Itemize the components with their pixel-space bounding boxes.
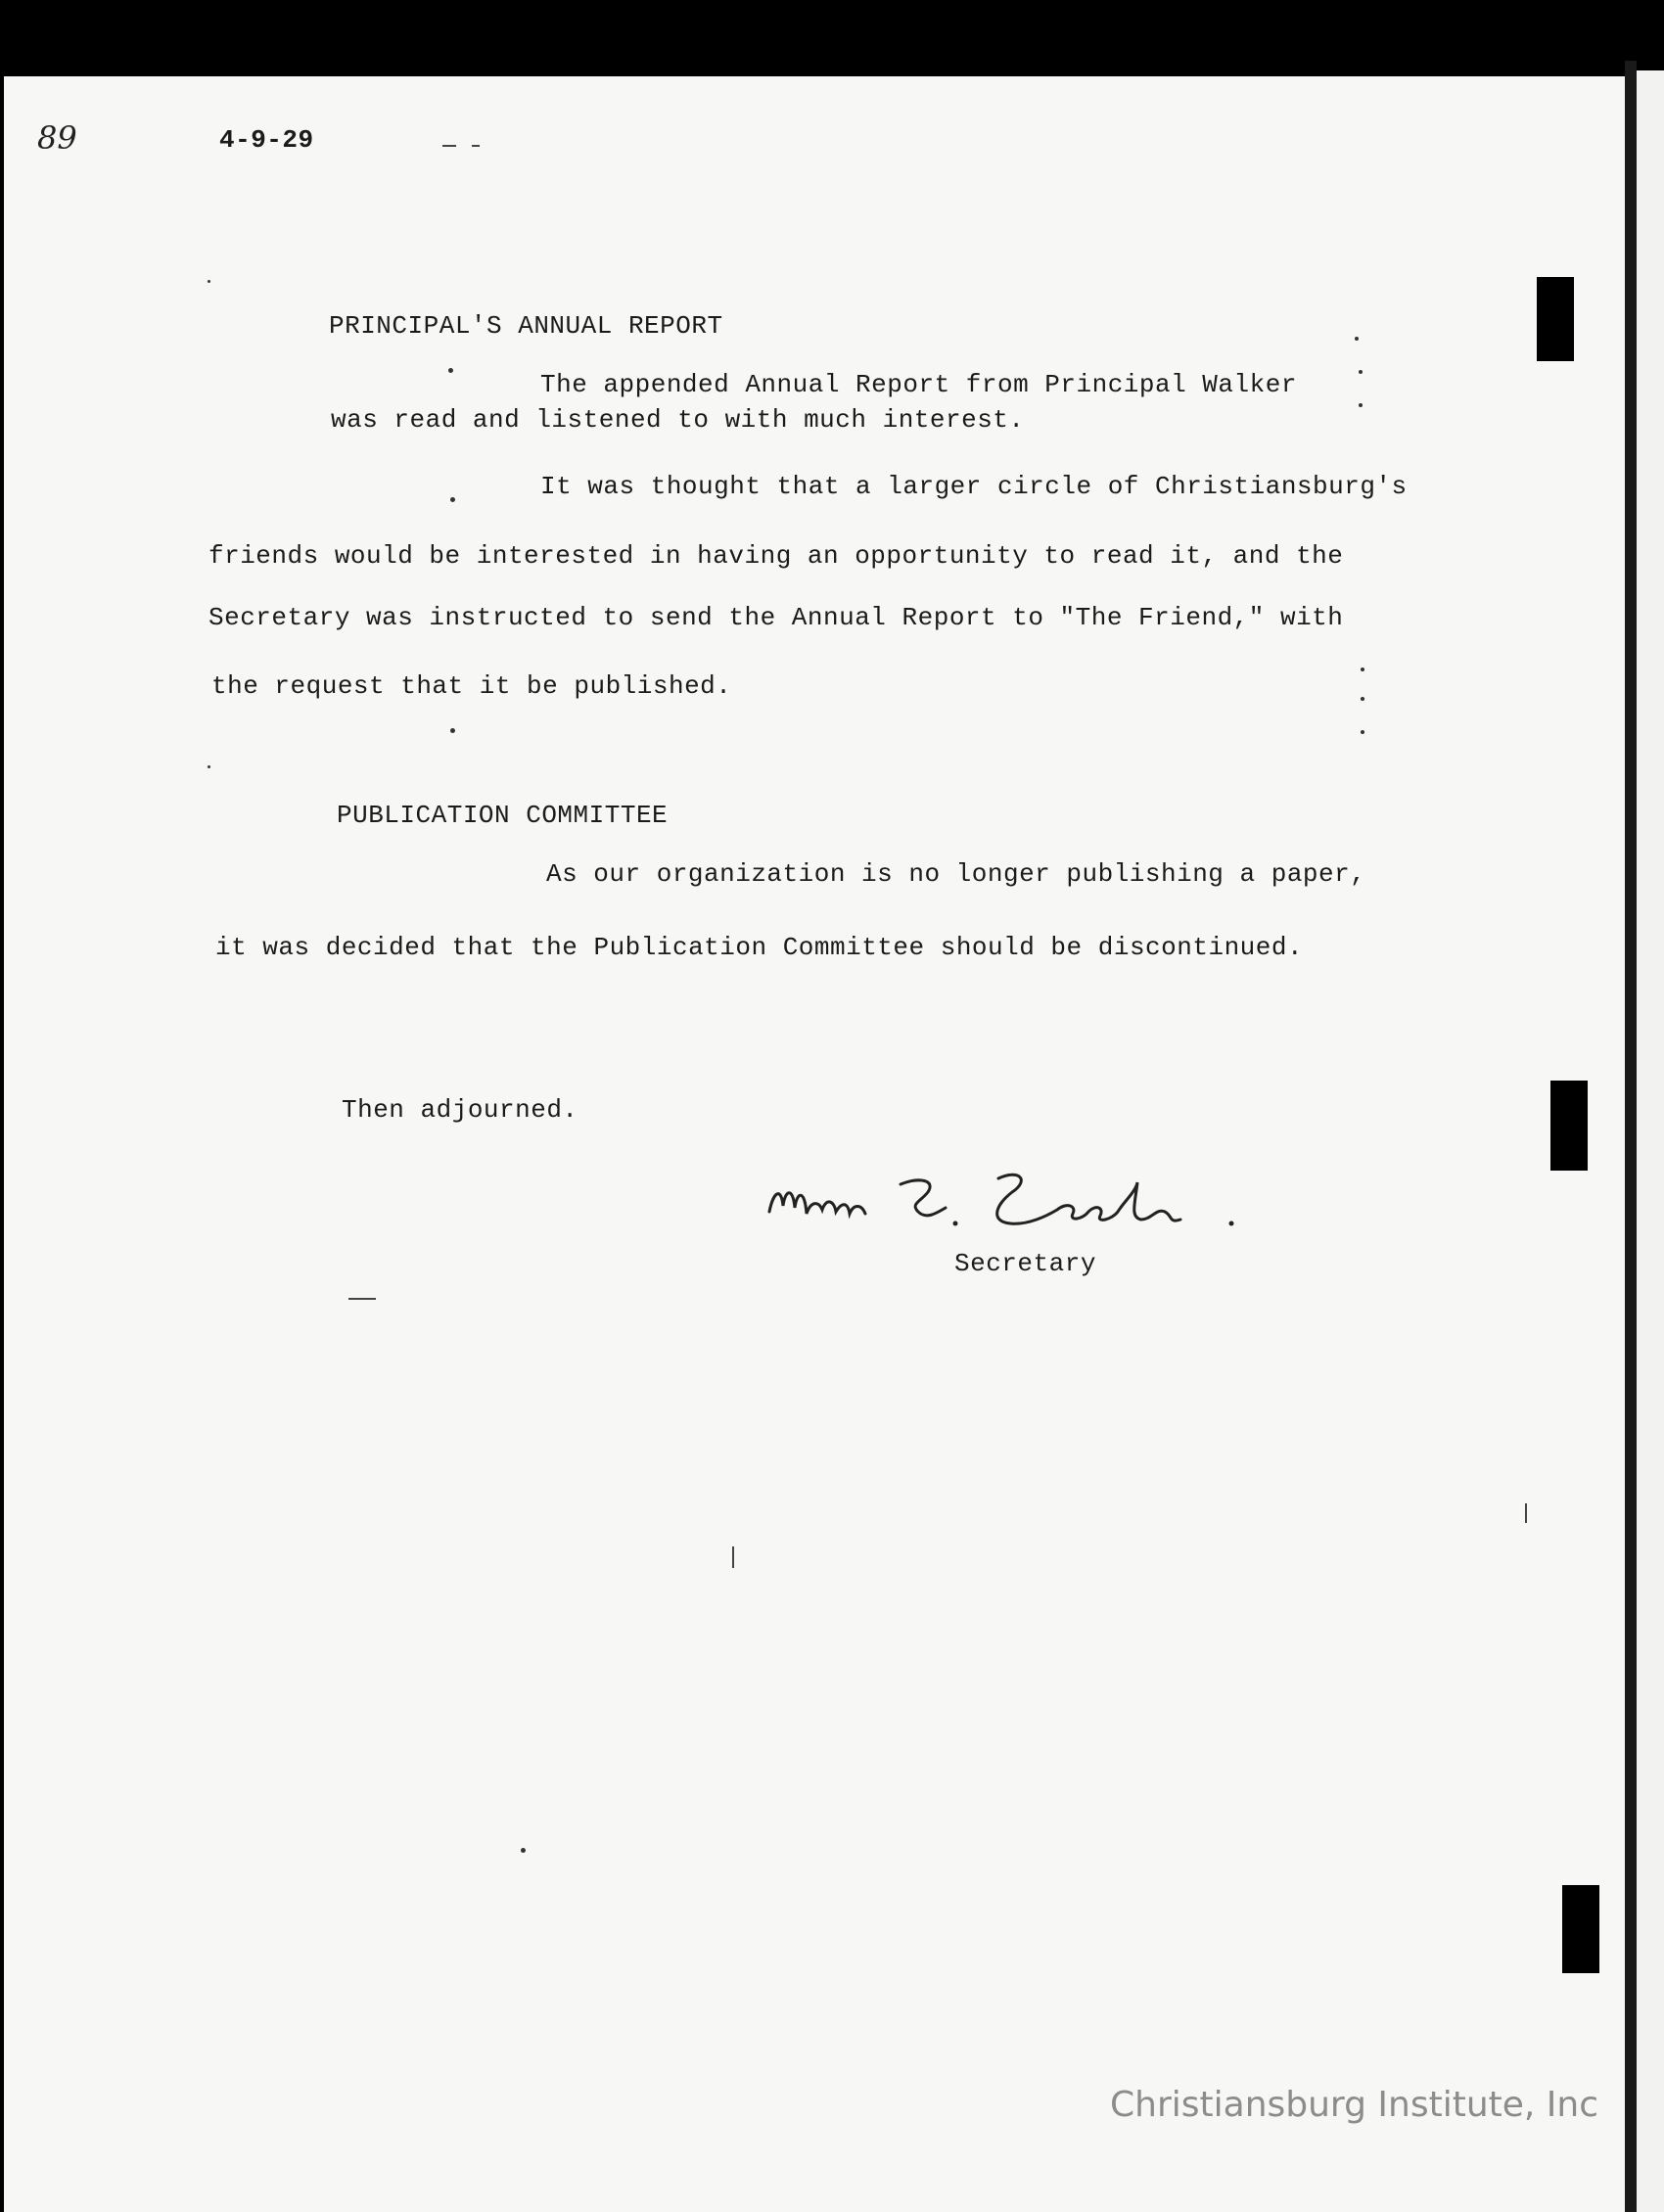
handwritten-signature <box>763 1163 1253 1251</box>
scan-speck <box>1361 668 1364 671</box>
scan-speck <box>1361 697 1364 701</box>
adjacent-page-strip <box>1637 70 1664 2212</box>
scan-speck <box>521 1848 526 1853</box>
scan-speck <box>1355 337 1359 341</box>
scan-mark <box>442 145 456 147</box>
section-heading-principals-report: PRINCIPAL'S ANNUAL REPORT <box>329 311 723 341</box>
scan-speck <box>450 728 455 733</box>
registration-mark-top <box>1537 277 1574 361</box>
section-heading-publication-committee: PUBLICATION COMMITTEE <box>337 801 669 830</box>
paragraph-line: friends would be interested in having an opportunity to read it, and the <box>208 541 1344 571</box>
scan-mark <box>1525 1503 1527 1523</box>
handwritten-page-number: 89 <box>37 119 77 157</box>
signature-title: Secretary <box>954 1249 1096 1278</box>
registration-mark-bottom <box>1562 1885 1599 1973</box>
paragraph-line: was read and listened to with much interest. <box>331 405 1025 435</box>
scan-speck <box>450 497 455 502</box>
registration-mark-middle <box>1550 1081 1588 1171</box>
scan-speck <box>1359 403 1363 407</box>
paragraph-line: the request that it be published. <box>211 671 732 701</box>
scan-mark <box>472 145 480 147</box>
paragraph-line: It was thought that a larger circle of Christiansburg's <box>540 472 1408 501</box>
scan-speck <box>208 765 210 768</box>
scan-mark <box>348 1298 376 1300</box>
paragraph-line: The appended Annual Report from Principal Walker <box>540 370 1297 399</box>
meeting-date: 4-9-29 <box>219 125 314 155</box>
paragraph-line: Secretary was instructed to send the Annual Report to "The Friend," with <box>208 603 1344 632</box>
scan-speck <box>208 280 210 283</box>
watermark: Christiansburg Institute, Inc <box>1110 2085 1599 2125</box>
scan-speck <box>1361 730 1364 734</box>
scan-mark <box>732 1546 734 1568</box>
sheet-edge <box>1625 61 1637 2212</box>
paragraph-line: As our organization is no longer publishing a paper, <box>546 859 1366 889</box>
scan-speck <box>448 368 453 373</box>
closing-line: Then adjourned. <box>342 1095 578 1125</box>
scan-speck <box>1359 370 1363 374</box>
paragraph-line: it was decided that the Publication Committee should be discontinued. <box>215 933 1304 962</box>
